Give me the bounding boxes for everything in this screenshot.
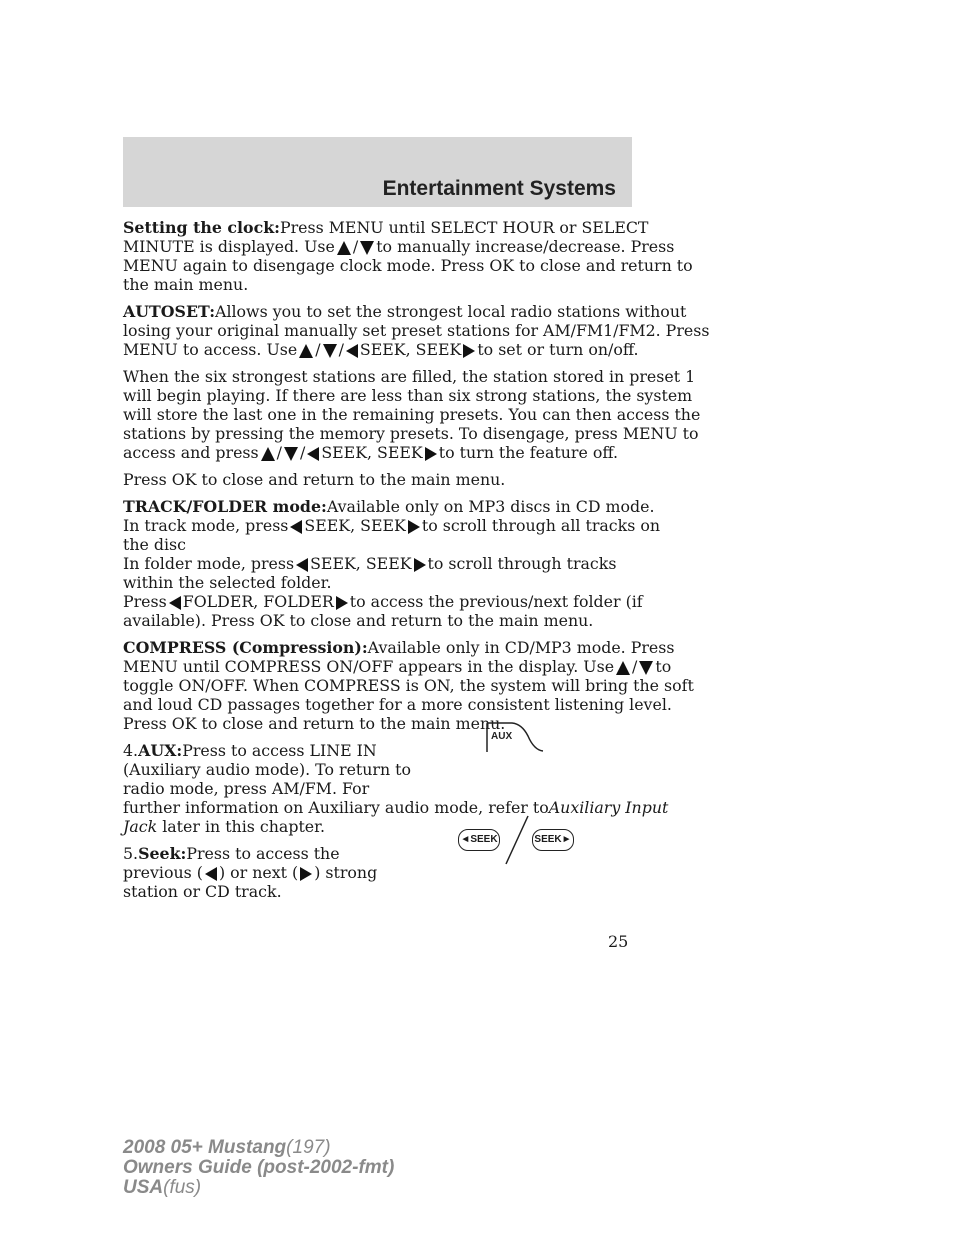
page-number: 25: [608, 932, 629, 951]
arrow-up-icon: [261, 447, 275, 461]
compress-label: COMPRESS (Compression):: [123, 638, 368, 657]
arrow-up-icon: [299, 344, 313, 358]
seek-buttons-illustration: [458, 814, 574, 866]
seek-left-button-icon: ◄SEEK: [458, 829, 500, 851]
arrow-down-icon: [360, 241, 374, 255]
autoset-paragraph: AUTOSET:Allows you to set the strongest local radio stations without losing your original manually set preset stations for AM/FM1/FM2. Press MENU to access. Use / / SEEK, SEEK to set or turn on/off.: [123, 302, 710, 359]
footer-imprint: 2008 05+ Mustang(197) Owners Guide (post-2002-fmt) USA(fus): [123, 1137, 395, 1198]
arrow-down-icon: [639, 661, 653, 675]
arrow-left-icon: [290, 520, 302, 534]
manual-text: [123, 218, 710, 909]
arrow-right-icon: [414, 558, 426, 572]
arrow-left-icon: [307, 447, 319, 461]
arrow-right-icon: [425, 447, 437, 461]
arrow-left-icon: [296, 558, 308, 572]
arrow-left-icon: [169, 596, 181, 610]
aux-paragraph: 4.AUX:Press to access LINE IN (Auxiliary audio mode). To return to radio mode, press AM/FM. For further information on Auxiliary audio mode, refer toAuxiliary Input Jack later in this chapter.: [123, 741, 669, 836]
aux-icon-label: AUX: [491, 731, 513, 742]
arrow-left-icon: [346, 344, 358, 358]
clock-label: Setting the clock:: [123, 218, 280, 237]
seek-label: Seek:: [138, 844, 187, 863]
arrow-up-icon: [337, 241, 351, 255]
track-folder-paragraph: TRACK/FOLDER mode:Available only on MP3 discs in CD mode. In track mode, press SEEK, SEEK to scroll through all tracks on the disc In folder mode, press SEEK, SEEK to scroll through tracks within the selected folder. Press FOLDER, FOLDER to access the previous/next folder (if available). Press OK to close and return to the main menu.: [123, 497, 661, 630]
autoset-label: AUTOSET:: [123, 302, 216, 321]
section-header: [123, 137, 632, 207]
divider-slash: [504, 814, 530, 866]
arrow-right-icon: [408, 520, 420, 534]
aux-label: AUX:: [138, 741, 183, 760]
seek-paragraph: 5.Seek:Press to access the previous ( ) or next ( ) strong station or CD track.: [123, 844, 378, 901]
clock-paragraph: Setting the clock:Press MENU until SELECT HOUR or SELECT MINUTE is displayed. Use / to manually increase/decrease. Press MENU again to disengage clock mode. Press OK to close and return to the main menu.: [123, 218, 693, 294]
close-paragraph: Press OK to close and return to the main menu.: [123, 470, 506, 489]
arrow-right-icon: [336, 596, 348, 610]
six-stations-paragraph: When the six strongest stations are filled, the station stored in preset 1 will begin playing. If there are less than six strong stations, the system will store the last one in the remaining presets. You can then access the stations by pressing the memory presets. To disengage, press MENU to access and press / / SEEK, SEEK to turn the feature off.: [123, 367, 701, 462]
section-title: Entertainment Systems: [382, 177, 616, 200]
arrow-down-icon: [323, 344, 337, 358]
arrow-up-icon: [616, 661, 630, 675]
arrow-right-icon: [300, 867, 312, 881]
seek-right-button-icon: SEEK►: [532, 829, 574, 851]
aux-button-icon: [486, 722, 544, 752]
track-folder-label: TRACK/FOLDER mode:: [123, 497, 327, 516]
arrow-down-icon: [284, 447, 298, 461]
arrow-right-icon: [463, 344, 475, 358]
compress-paragraph: COMPRESS (Compression):Available only in CD/MP3 mode. Press MENU until COMPRESS ON/OFF appears in the display. Use / to toggle ON/OFF. When COMPRESS is ON, the system will bring the soft and loud CD passages together for a more consistent listening level. Press OK to close and return to the main menu.: [123, 638, 694, 733]
arrow-left-icon: [205, 867, 217, 881]
